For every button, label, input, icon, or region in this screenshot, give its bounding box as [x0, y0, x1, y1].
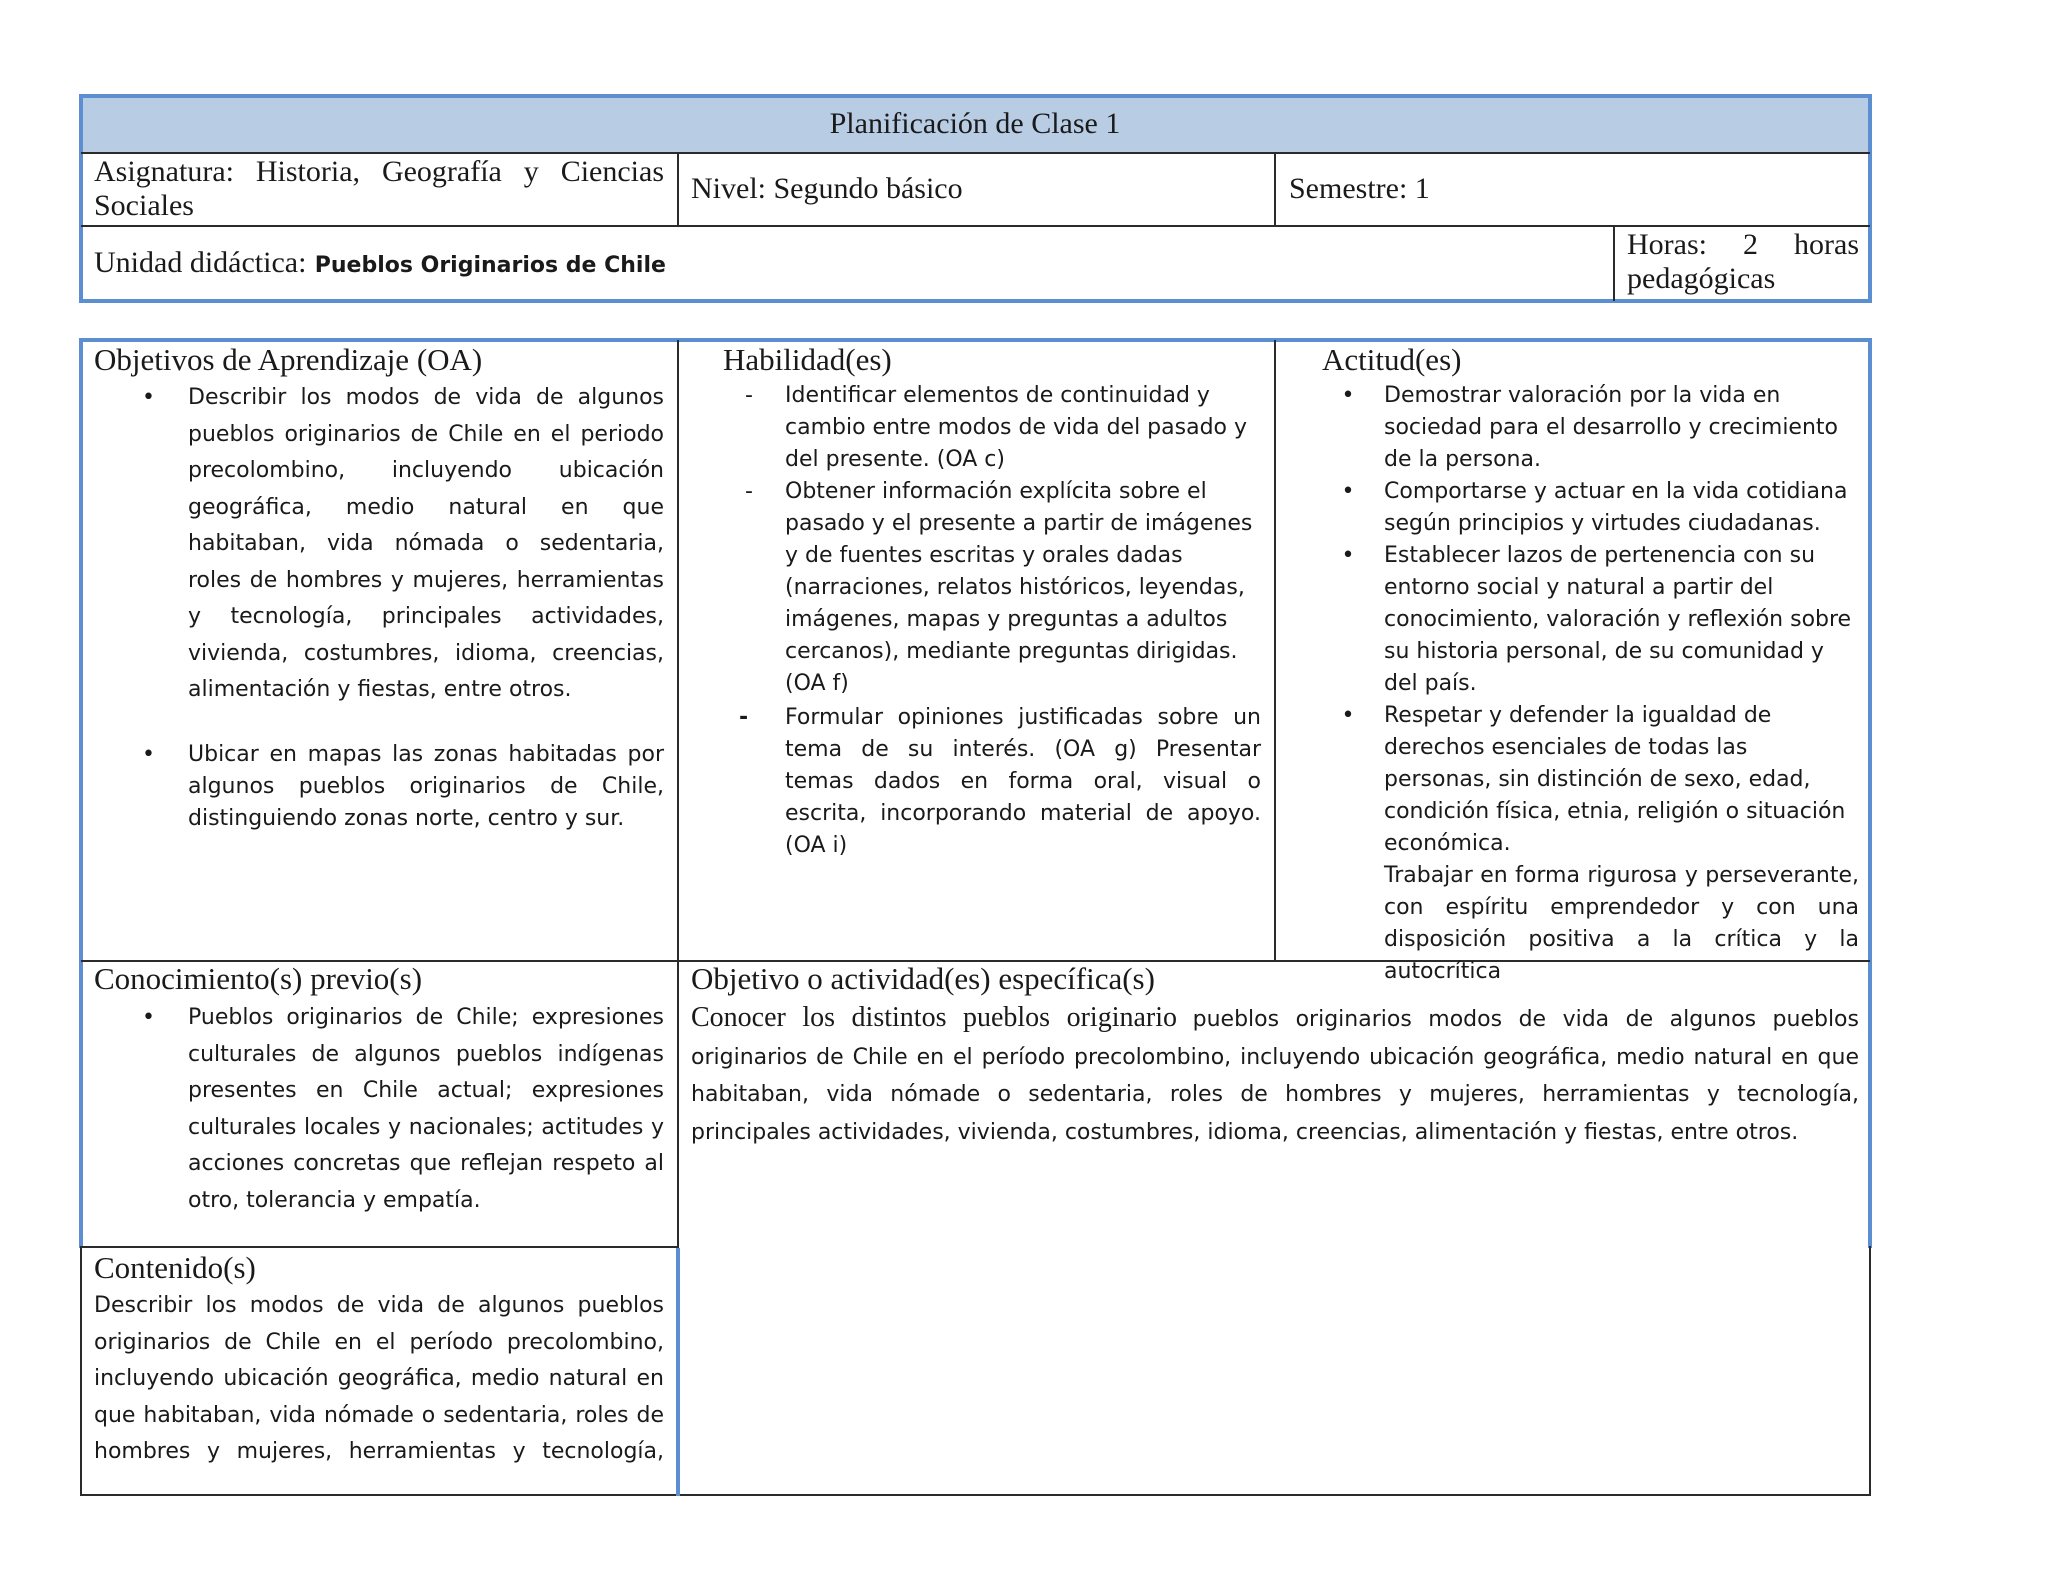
habilidades-title: Habilidad(es)	[723, 342, 892, 377]
objetivo-especifico-text	[691, 1000, 1859, 1151]
actitud-item-text: Comportarse y actuar en la vida cotidiana según principios y virtudes ciudadanas.	[1384, 479, 1848, 536]
body-col-divider-1-lower	[676, 1248, 680, 1496]
header-col-divider-3	[1613, 226, 1615, 301]
actitud-item	[1341, 380, 1859, 476]
bullet-icon: •	[1341, 479, 1355, 504]
actitud-item-text: Demostrar valoración por la vida en sociedad para el desarrollo y crecimiento de la persona.	[1384, 383, 1838, 472]
objetivo-item	[142, 739, 664, 835]
body-left-border-blue	[79, 338, 83, 1248]
objetivos-title: Objetivos de Aprendizaje (OA)	[94, 342, 483, 377]
header-col-divider-2	[1274, 153, 1276, 226]
header-row-divider-1	[81, 152, 1870, 154]
horas-line1: Horas: 2 horas	[1627, 228, 1859, 261]
habilidad-item	[745, 476, 1261, 700]
asignatura-cell	[94, 155, 664, 223]
bullet-icon: •	[1341, 383, 1355, 408]
bullet-icon: •	[142, 741, 155, 767]
habilidad-item-text: Identificar elementos de continuidad y cambio entre modos de vida del pasado y del presente. (OA c)	[785, 383, 1247, 472]
objetivo-especifico-body: pueblos originarios modos de vida de algunos pueblos originarios de Chile en el período precolombino, incluyendo ubicación geográfica, medio natural en que habitaban, vida nómade o sedentaria, roles de hombres y mujeres, herramientas y tecnología, principales actividades, vivienda, costumbres, idioma, creencias, alimentación y fiestas, entre otros.	[691, 1007, 1859, 1145]
objetivo-item	[142, 380, 664, 709]
bullet-icon: •	[142, 1005, 155, 1030]
objetivo-especifico-lead: Conocer los distintos pueblos originario	[691, 1002, 1178, 1033]
horas-line2: pedagógicas	[1627, 262, 1776, 295]
conocimiento-item	[142, 1000, 664, 1219]
habilidad-item	[739, 702, 1261, 862]
bullet-icon: •	[1341, 703, 1355, 728]
objetivo-item-text: Describir los modos de vida de algunos pueblos originarios de Chile en el periodo precolombino, incluyendo ubicación geográfica, medio natural en que habitaban, vida nómada o sedentaria, roles de hombres y mujeres, herramientas y tecnología, principales actividades, vivienda, costumbres, idioma, creencias, alimentación y fiestas, entre otros.	[188, 385, 664, 702]
unidad-cell	[94, 246, 1594, 283]
unidad-label: Unidad didáctica:	[94, 246, 307, 279]
body-col-divider-1	[677, 340, 679, 1248]
actitud-item-text: Respetar y defender la igualdad de derechos esenciales de todas las personas, sin distinción de sexo, edad, condición física, etnia, religión o situación económica.	[1384, 703, 1846, 856]
asignatura-line1: Asignatura: Historia, Geografía y Ciencias	[94, 155, 664, 188]
actitud-item-text: Establecer lazos de pertenencia con su entorno social y natural a partir del conocimiento, valoración y reflexión sobre su historia personal, de su comunidad y del país.	[1384, 543, 1852, 696]
objetivos-list	[142, 380, 664, 835]
objetivo-especifico-title: Objetivo o actividad(es) específica(s)	[691, 961, 1155, 996]
header-top-border	[79, 94, 1872, 98]
horas-cell	[1627, 228, 1859, 296]
actitud-item	[1341, 540, 1859, 700]
objetivo-item-text: Ubicar en mapas las zonas habitadas por algunos pueblos originarios de Chile, distinguiendo zonas norte, centro y sur.	[188, 741, 664, 831]
conocimientos-title: Conocimiento(s) previo(s)	[94, 961, 423, 996]
dash-icon: -	[739, 705, 749, 730]
habilidad-item-text: Obtener información explícita sobre el pasado y el presente a partir de imágenes y de fuentes escritas y orales dadas (narraciones, relatos históricos, leyendas, imágenes, mapas y preguntas a adultos cercanos), mediante preguntas dirigidas. (OA f)	[785, 479, 1253, 696]
conocimientos-list	[142, 1000, 664, 1219]
dash-icon: -	[745, 383, 753, 408]
header-bottom-border	[79, 299, 1872, 303]
actitud-item	[1341, 700, 1859, 860]
body-left-border-lower	[80, 1246, 82, 1496]
nivel-cell: Nivel: Segundo básico	[691, 172, 963, 205]
contenidos-text: Describir los modos de vida de algunos pueblos originarios de Chile en el período precolombino, incluyendo ubicación geográfica, medio natural en que habitaban, vida nómade o sedentaria, roles de hombres y mujeres, herramientas y tecnología,	[94, 1293, 664, 1464]
actitudes-list	[1341, 380, 1859, 988]
header-right-border	[1868, 94, 1872, 303]
unidad-value: Pueblos Originarios de Chile	[314, 253, 666, 278]
semestre-cell: Semestre: 1	[1289, 172, 1430, 205]
bullet-icon: •	[1341, 543, 1355, 568]
habilidades-list	[739, 380, 1261, 862]
header-row-divider-2	[81, 225, 1870, 227]
bullet-icon: •	[142, 385, 155, 410]
body-col-divider-2	[1274, 340, 1276, 960]
body-row-divider-2	[81, 1246, 678, 1248]
body-bottom-border	[80, 1494, 1871, 1496]
contenidos-title: Contenido(s)	[94, 1250, 256, 1285]
conocimiento-item-text: Pueblos originarios de Chile; expresiones culturales de algunos pueblos indígenas presentes en Chile actual; expresiones culturales locales y nacionales; actitudes y acciones concretas que reflejan respeto al otro, tolerancia y empatía.	[188, 1005, 664, 1213]
actitud-extra-text: Trabajar en forma rigurosa y perseverante, con espíritu emprendedor y con una disposición positiva a la crítica y la autocrítica	[1384, 863, 1859, 984]
asignatura-line2: Sociales	[94, 189, 194, 222]
header-col-divider-1	[677, 153, 679, 226]
page-title: Planificación de Clase 1	[829, 107, 1121, 140]
actitud-item	[1341, 476, 1859, 540]
dash-icon: -	[745, 479, 753, 504]
habilidad-item	[745, 380, 1261, 476]
habilidad-item-text: Formular opiniones justificadas sobre un tema de su interés. (OA g) Presentar temas dados en forma oral, visual o escrita, incorporando material de apoyo.(OA i)	[785, 705, 1261, 858]
body-right-border-blue	[1868, 338, 1872, 1248]
body-right-border-lower	[1869, 1246, 1871, 1496]
header-left-border	[79, 94, 83, 303]
actitudes-title: Actitud(es)	[1322, 342, 1462, 377]
